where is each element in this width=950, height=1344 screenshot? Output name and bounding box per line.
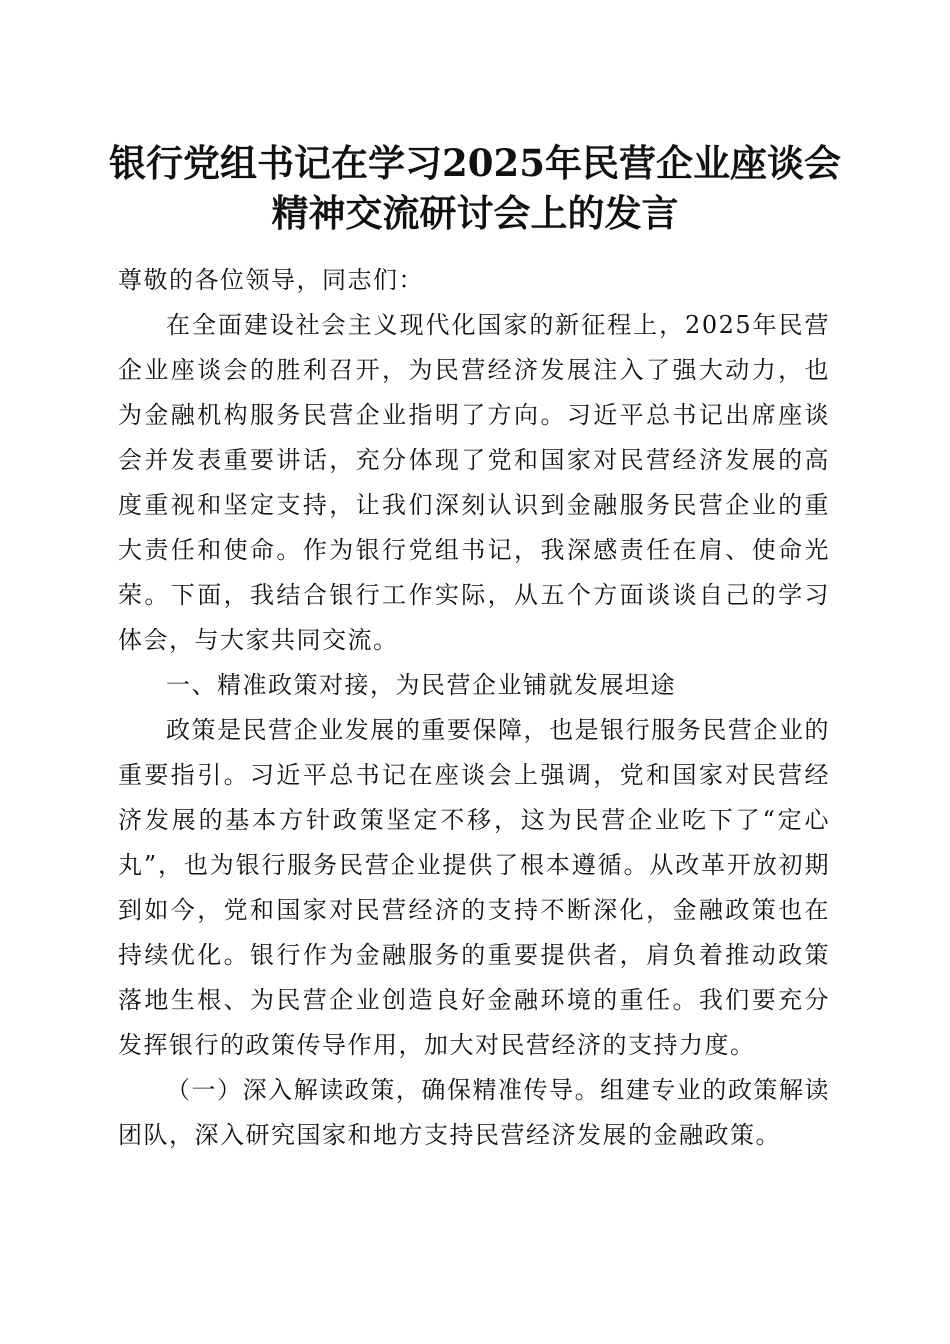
intro-paragraph: 在全面建设社会主义现代化国家的新征程上，2025年民营企业座谈会的胜利召开，为民营经济发展注入了强大动力，也为金融机构服务民营企业指明了方向。习近平总书记出席座谈会并发表重要讲话，充分体现了党和国家对民营经济发展的高度重视和坚定支持，让我们深刻认识到金融服务民营企业的重大责任和使命。作为银行党组书记，我深感责任在肩、使命光荣。下面，我结合银行工作实际，从五个方面谈谈自己的学习体会，与大家共同交流。: [118, 311, 830, 654]
subsection-1-heading: （一）深入解读政策，确保精准传导。: [166, 1076, 601, 1104]
title-line-2: 精神交流研讨会上的发言: [271, 191, 679, 235]
section-1-heading: 一、精准政策对接，为民营企业铺就发展坦途: [166, 671, 676, 699]
subsection-1-text: 组建专业的政策解读团队，深入研究国家和地方支持民营经济发展的金融政策。: [118, 1076, 831, 1149]
document-body: [118, 258, 830, 1158]
document-title: [100, 138, 850, 238]
title-line-1: 银行党组书记在学习2025年民营企业座谈会: [109, 141, 841, 185]
section-1-paragraph: 政策是民营企业发展的重要保障，也是银行服务民营企业的重要指引。习近平总书记在座谈会上强调，党和国家对民营经济发展的基本方针政策坚定不移，这为民营企业吃下了“定心丸”，也为银行服务民营企业提供了根本遵循。从改革开放初期到如今，党和国家对民营经济的支持不断深化，金融政策也在持续优化。银行作为金融服务的重要提供者，肩负着推动政策落地生根、为民营企业创造良好金融环境的重任。我们要充分发挥银行的政策传导作用，加大对民营经济的支持力度。: [118, 716, 830, 1059]
subsection-1-paragraph: [118, 1068, 830, 1158]
salutation: 尊敬的各位领导，同志们：: [118, 266, 424, 294]
